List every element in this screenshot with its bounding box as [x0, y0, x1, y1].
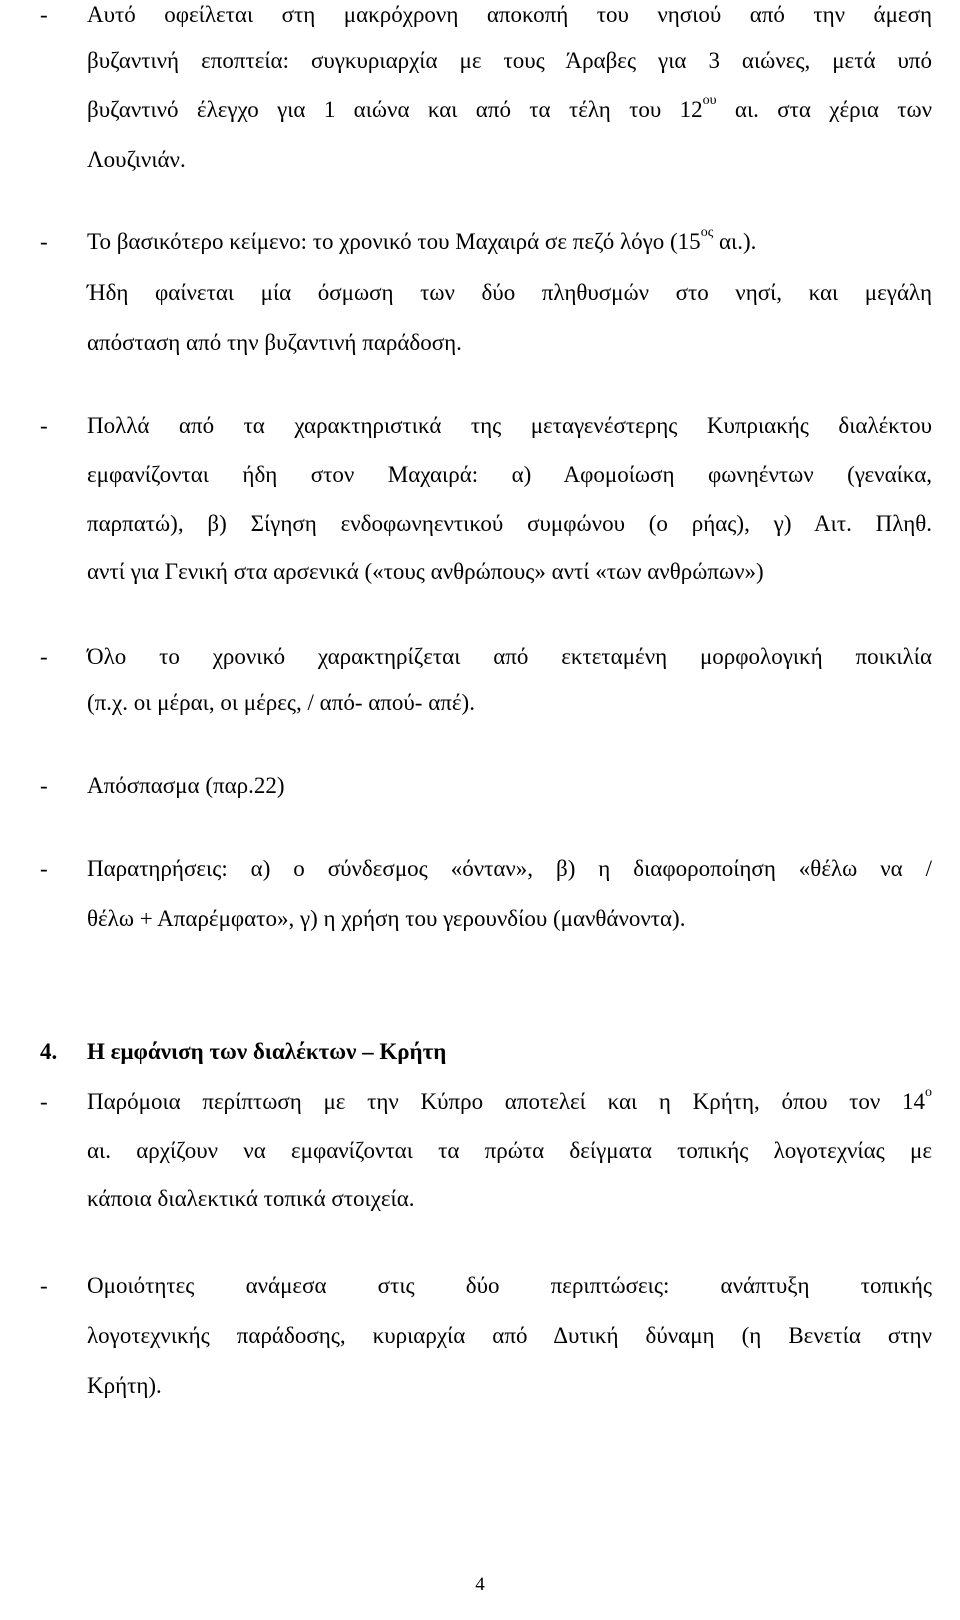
text-line: Πολλά από τα χαρακτηριστικά της μεταγενέστερης Κυπριακής διαλέκτου — [87, 413, 932, 438]
text-line: θέλω + Απαρέμφατο», γ) η χρήση του γερουνδίου (μανθάνοντα). — [87, 906, 686, 931]
text-line: Λουζινιάν. — [87, 147, 186, 172]
text-line: αντί για Γενική στα αρσενικά («τους ανθρώπους» αντί «των ανθρώπων») — [87, 559, 764, 584]
bullet-dash: - — [40, 413, 48, 438]
bullet-dash: - — [40, 644, 48, 669]
text-line: κάποια διαλεκτικά τοπικά στοιχεία. — [87, 1186, 415, 1211]
superscript-ordinal: ος — [700, 225, 714, 240]
text-line: (π.χ. οι μέραι, οι μέρες, / από- απού- απέ). — [87, 690, 475, 715]
superscript-ordinal: ο — [925, 1085, 932, 1100]
text-line: Όλο το χρονικό χαρακτηρίζεται από εκτεταμένη μορφολογική ποικιλία — [87, 644, 932, 669]
text-line: Παρόμοια περίπτωση με την Κύπρο αποτελεί και η Κρήτη, όπου τον $14^o$ — [87, 1085, 932, 1114]
section-title: Η εμφάνιση των διαλέκτων – Κρήτη — [87, 1039, 447, 1064]
text-line: απόσταση από την βυζαντινή παράδοση. — [87, 330, 462, 355]
text-line: εμφανίζονται ήδη στον Μαχαιρά: α) Αφομοίωση φωνηέντων (γεναίκα, — [87, 462, 932, 487]
text-line: Αυτό οφείλεται στη μακρόχρονη αποκοπή του νησιού από την άμεση — [87, 2, 932, 27]
text-line: Το βασικότερο κείμενο: το χρονικό του Μαχαιρά σε πεζό λόγο ($15^{o\varsigma}$ αι.). — [87, 225, 757, 254]
text-line: παρπατώ), β) Σίγηση ενδοφωνηεντικού συμφώνου (ο ρήας), γ) Αιτ. Πληθ. — [87, 511, 932, 536]
text-line: Απόσπασμα (παρ.22) — [87, 773, 285, 798]
bullet-dash: - — [40, 1273, 48, 1298]
bullet-dash: - — [40, 856, 48, 881]
text-line: Ομοιότητες ανάμεσα στις δύο περιπτώσεις: ανάπτυξη τοπικής — [87, 1273, 932, 1298]
bullet-dash: - — [40, 229, 48, 254]
text-line: βυζαντινή εποπτεία: συγκυριαρχία με τους Άραβες για 3 αιώνες, μετά υπό — [87, 48, 932, 73]
section-number: 4. — [40, 1039, 58, 1064]
text-line: Παρατηρήσεις: α) ο σύνδεσμος «όνταν», β) η διαφοροποίηση «θέλω να / — [87, 856, 932, 881]
bullet-dash: - — [40, 1089, 48, 1114]
text-line: Ήδη φαίνεται μία όσμωση των δύο πληθυσμών στο νησί, και μεγάλη — [87, 280, 932, 305]
bullet-dash: - — [40, 773, 48, 798]
bullet-dash: - — [40, 2, 48, 27]
superscript-ordinal: ου — [702, 93, 717, 108]
text-line: βυζαντινό έλεγχο για 1 αιώνα και από τα τέλη του $12^{o\upsilon}$ αι. στα χέρια των — [87, 93, 933, 122]
text-line: Κρήτη). — [87, 1373, 162, 1398]
page-number: 4 — [475, 1574, 485, 1595]
text-line: λογοτεχνικής παράδοσης, κυριαρχία από Δυτική δύναμη (η Βενετία στην — [87, 1323, 932, 1348]
text-line: αι. αρχίζουν να εμφανίζονται τα πρώτα δείγματα τοπικής λογοτεχνίας με — [87, 1138, 932, 1163]
